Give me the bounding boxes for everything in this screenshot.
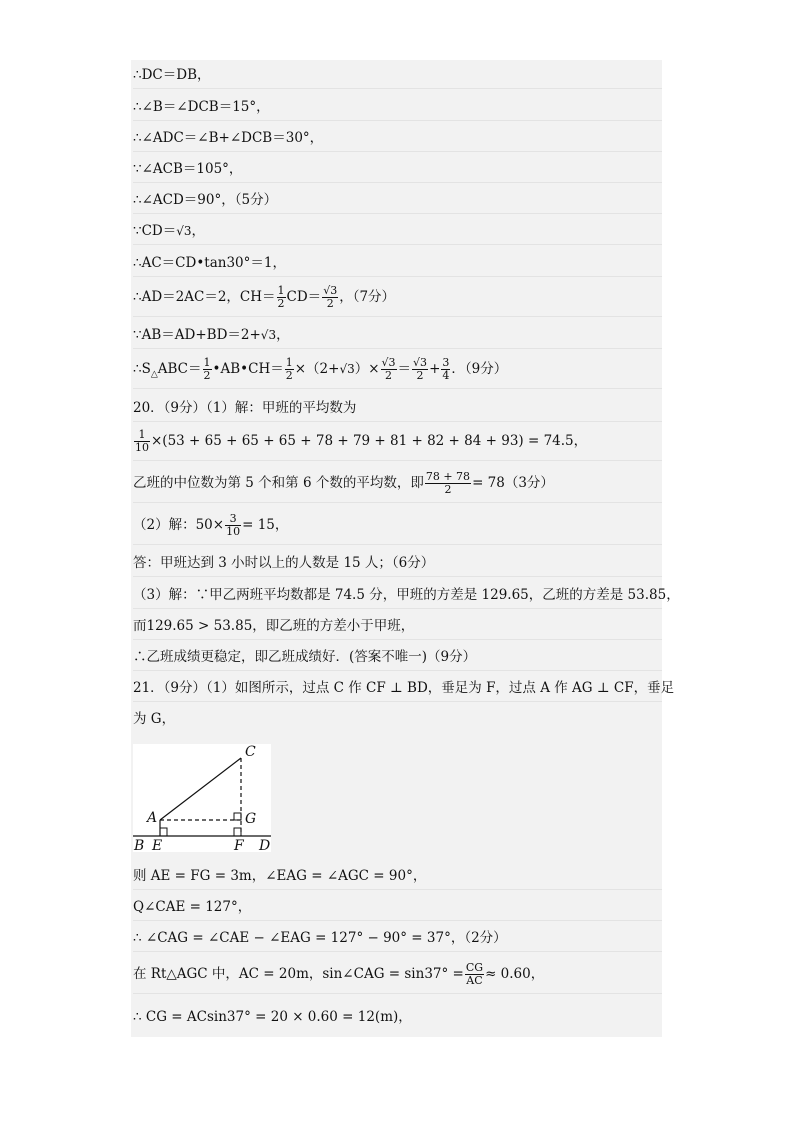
sqrt-value: √3 (260, 328, 277, 342)
fraction (412, 357, 428, 382)
proof-line-2: ∴∠B＝∠DCB＝15°， (133, 98, 662, 121)
text: ＝ (397, 361, 412, 377)
text: 在 Rt△AGC 中，AC = 20m，sin∠CAG = sin37° = (133, 966, 464, 982)
figure-svg (133, 744, 271, 852)
q20-compare-line: 而129.65 > 53.85，即乙班的方差小于甲班， (133, 617, 662, 640)
q21-line-1: 则 AE = FG = 3m，∠EAG = ∠AGC = 90°， (133, 867, 662, 890)
q21-line-5: ∴ CG = ACsin37° = 20 × 0.60 = 12(m)， (133, 1009, 412, 1025)
label-e: E (152, 838, 163, 852)
text: ∴S (133, 361, 151, 377)
text: CD＝ (286, 289, 322, 305)
text: ∵CD＝ (133, 223, 177, 239)
numerator: 1 (277, 284, 285, 297)
text: ， (191, 223, 206, 239)
text: ×（2+ (294, 361, 340, 377)
numerator: 1 (285, 356, 293, 369)
proof-line-3: ∴∠ADC＝∠B+∠DCB＝30°， (133, 129, 662, 152)
denominator: 2 (385, 369, 393, 382)
right-angle-f (234, 828, 241, 836)
text: （2）解：50× (133, 517, 225, 533)
text: ×(53 + 65 + 65 + 65 + 78 + 79 + 81 + 82 + 84 + 93) = 74.5， (151, 433, 588, 449)
text: ）× (354, 361, 380, 377)
text: ABC＝ (157, 361, 202, 377)
numerator: √3 (323, 284, 338, 297)
fraction (225, 513, 241, 538)
right-angle-g (234, 813, 241, 820)
q21-line-3: ∴ ∠CAG = ∠CAE − ∠EAG = 127° − 90° = 37°，（2分） (133, 929, 662, 952)
text: = 78（3分） (472, 475, 554, 491)
fraction (134, 429, 150, 454)
numerator: CG (465, 961, 484, 974)
fraction (285, 357, 294, 382)
geometry-figure (133, 744, 271, 852)
proof-line-10 (133, 354, 662, 389)
text: = 15， (242, 517, 289, 533)
numerator: 3 (225, 513, 241, 526)
proof-line-9 (133, 326, 662, 349)
label-g: G (245, 811, 257, 827)
q20-part2-line (133, 510, 662, 545)
denominator: 2 (285, 369, 293, 382)
fraction (441, 357, 450, 382)
text: •AB•CH＝ (212, 361, 284, 377)
proof-line-5: ∴∠ACD＝90°，（5分） (133, 191, 662, 214)
sqrt-value: √3 (339, 362, 355, 376)
document-page (131, 60, 680, 1037)
denominator: 10 (226, 525, 241, 538)
label-a: A (147, 810, 158, 826)
denominator: 2 (203, 369, 211, 382)
text: + (429, 361, 441, 377)
fraction (203, 357, 212, 382)
sqrt-value: √3 (176, 224, 192, 238)
q20-mean-line (133, 426, 662, 461)
denominator: 2 (416, 369, 424, 382)
denominator: 2 (277, 297, 285, 310)
q21-line-4 (133, 959, 662, 994)
numerator: 78 + 78 (425, 470, 471, 483)
subscript: △ (150, 369, 158, 380)
fraction (277, 285, 286, 310)
fraction (322, 285, 338, 310)
text: ∵AB＝AD+BD＝2+ (133, 327, 261, 343)
q21-header-cont: 为 G， (133, 711, 176, 727)
denominator: 10 (135, 441, 149, 454)
denominator: 2 (326, 297, 334, 310)
right-angle-e (160, 828, 167, 836)
q20-part3-line: （3）解：∵甲乙两班平均数都是 74.5 分，甲班的方差是 129.65，乙班的方差是 53.85， (133, 586, 662, 609)
label-f: F (234, 838, 244, 852)
q20-median-line (133, 468, 662, 503)
numerator: √3 (381, 356, 396, 369)
fraction (465, 962, 484, 987)
q21-header: 21．（9分）（1）如图所示，过点 C 作 CF ⊥ BD，垂足为 F，过点 A 作 AG ⊥ CF，垂足 (133, 679, 662, 702)
fraction (425, 471, 471, 496)
text: ∴AD＝2AC＝2，CH＝ (133, 289, 276, 305)
text: ， (276, 327, 290, 343)
label-c: C (245, 744, 256, 760)
numerator: 3 (442, 356, 450, 369)
q21-line-2: Q∠CAE = 127°， (133, 898, 662, 921)
numerator: 1 (134, 429, 150, 442)
fraction (381, 357, 397, 382)
text: ，（7分） (339, 289, 396, 305)
q20-header: 20．（9分）（1）解：甲班的平均数为 (133, 399, 662, 422)
text: ．（9分） (451, 361, 508, 377)
proof-line-7: ∴AC＝CD•tan30°＝1， (133, 254, 662, 277)
text: 乙班的中位数为第 5 个和第 6 个数的平均数，即 (133, 475, 424, 491)
denominator: 4 (442, 369, 450, 382)
proof-line-8 (133, 282, 662, 317)
denominator: 2 (444, 483, 452, 496)
label-b: B (134, 838, 145, 852)
proof-line-6 (133, 222, 662, 245)
denominator: AC (466, 974, 483, 987)
proof-line-4: ∵∠ACB＝105°， (133, 160, 662, 183)
numerator: √3 (413, 356, 428, 369)
q20-conclusion-line: ∴乙班成绩更稳定，即乙班成绩好．(答案不唯一)（9分） (133, 648, 662, 671)
proof-line-1: ∴DC＝DB， (133, 66, 662, 89)
text: ≈ 0.60， (485, 966, 545, 982)
q20-answer-line: 答：甲班达到 3 小时以上的人数是 15 人；（6分） (133, 554, 662, 577)
label-d: D (259, 838, 271, 852)
numerator: 1 (203, 356, 211, 369)
segment-ac (160, 758, 241, 820)
